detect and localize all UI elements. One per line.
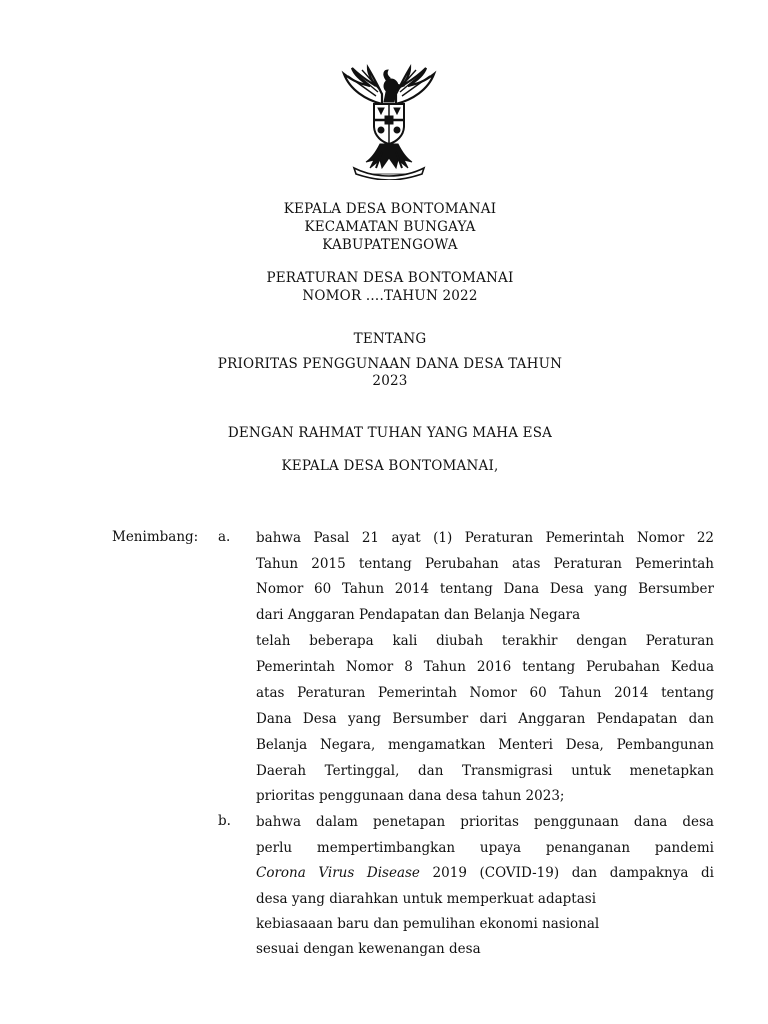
- item-a-line-4: dari Anggaran Pendapatan dan Belanja Negara: [256, 607, 581, 623]
- subject-line-1: PRIORITAS PENGGUNAAN DANA DESA TAHUN: [217, 356, 563, 372]
- preamble-blessing: DENGAN RAHMAT TUHAN YANG MAHA ESA: [227, 425, 553, 441]
- item-a-line-7: atas Peraturan Pemerintah Nomor 60 Tahun 2014 tentang: [256, 685, 714, 701]
- preamble-official: KEPALA DESA BONTOMANAI,: [281, 458, 499, 474]
- item-a-marker: a.: [218, 529, 231, 545]
- item-b-line-3-rest: 2019 (COVID-19) dan dampaknya di: [432, 865, 714, 881]
- header-line-2: KECAMATAN BUNGAYA: [304, 219, 476, 235]
- header-line-3: KABUPATENGOWA: [322, 237, 458, 253]
- item-a-line-10: Daerah Tertinggal, dan Transmigrasi untuk menetapkan: [256, 763, 714, 779]
- garuda-emblem-icon: [336, 64, 442, 180]
- regulation-number: NOMOR ….TAHUN 2022: [302, 288, 478, 304]
- item-b-line-5: kebiasaaan baru dan pemulihan ekonomi nasional: [256, 916, 600, 932]
- item-a-line-2: Tahun 2015 tentang Perubahan atas Peraturan Pemerintah: [256, 556, 714, 572]
- subject-tentang: TENTANG: [353, 331, 427, 347]
- regulation-title: PERATURAN DESA BONTOMANAI: [266, 270, 514, 286]
- menimbang-label: Menimbang:: [112, 529, 199, 545]
- item-b-line-6: sesuai dengan kewenangan desa: [256, 941, 481, 957]
- item-a-line-5: telah beberapa kali diubah terakhir dengan Peraturan: [256, 633, 714, 649]
- item-a-line-1: bahwa Pasal 21 ayat (1) Peraturan Pemerintah Nomor 22: [256, 530, 714, 546]
- item-a-line-9: Belanja Negara, mengamatkan Menteri Desa, Pembangunan: [256, 737, 714, 753]
- item-b-marker: b.: [218, 813, 231, 829]
- subject-line-2: 2023: [372, 373, 408, 389]
- item-b-line-2: perlu mempertimbangkan upaya penanganan pandemi: [256, 840, 714, 856]
- header-line-1: KEPALA DESA BONTOMANAI: [283, 201, 497, 217]
- italic-term: Corona Virus Disease: [256, 865, 420, 881]
- item-a-line-6: Pemerintah Nomor 8 Tahun 2016 tentang Perubahan Kedua: [256, 659, 714, 675]
- item-a-line-11: prioritas penggunaan dana desa tahun 2023;: [256, 788, 565, 804]
- item-b-line-1: bahwa dalam penetapan prioritas penggunaan dana desa: [256, 814, 714, 830]
- item-b-line-3: [256, 864, 714, 882]
- item-a-line-3: Nomor 60 Tahun 2014 tentang Dana Desa yang Bersumber: [256, 581, 714, 597]
- item-b-line-4: desa yang diarahkan untuk memperkuat adaptasi: [256, 891, 597, 907]
- item-a-line-8: Dana Desa yang Bersumber dari Anggaran Pendapatan dan: [256, 711, 714, 727]
